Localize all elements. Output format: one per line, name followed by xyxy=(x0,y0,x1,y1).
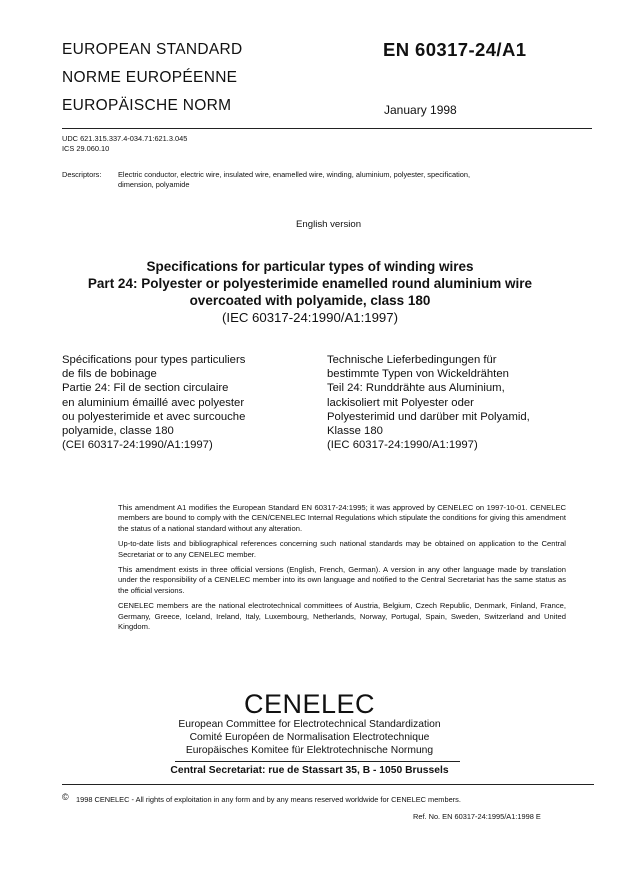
german-title-line: Klasse 180 xyxy=(327,425,383,438)
french-title-line: ou polyesterimide et avec surcouche xyxy=(62,410,246,423)
french-title-line: de fils de bobinage xyxy=(62,368,157,381)
descriptors-line-1: Electric conductor, electric wire, insulated wire, enamelled wire, winding, aluminium, polyester, specification, xyxy=(118,170,471,179)
title-line-2: Part 24: Polyester or polyesterimide enamelled round aluminium wire xyxy=(87,276,533,291)
header-title-fr: NORME EUROPÉENNE xyxy=(62,69,238,86)
descriptors-line-2: dimension, polyamide xyxy=(118,180,190,189)
organization-name-de: Europäisches Komitee für Elektrotechnische Normung xyxy=(185,745,434,756)
body-text xyxy=(118,503,566,637)
header-title-de: EUROPÄISCHE NORM xyxy=(62,97,232,114)
descriptors-label: Descriptors: xyxy=(62,170,102,179)
references-paragraph: Up-to-date lists and bibliographical references concerning such national standards may be obtained on application to the Central Secretariat or to any CENELEC member. xyxy=(118,539,566,559)
title-line-1: Specifications for particular types of winding wires xyxy=(146,259,474,274)
approval-paragraph: This amendment A1 modifies the European Standard EN 60317-24:1995; it was approved by CENELEC on 1997-10-01. CENELEC members are bound to comply with the CEN/CENELEC Internal Regulations which stipulate the conditions for giving this amendment the status of a national standard without any alteration. xyxy=(118,503,566,533)
publication-date: January 1998 xyxy=(384,103,457,117)
german-title-line: bestimmte Typen von Wickeldrähten xyxy=(327,368,509,381)
members-paragraph: CENELEC members are the national electrotechnical committees of Austria, Belgium, Czech Republic, Denmark, Finland, France, Germany, Greece, Iceland, Ireland, Italy, Luxembourg, Netherlands, Norway, Portugal, Spain, Sweden, Switzerland and United Kingdom. xyxy=(118,601,566,632)
french-title-line: en aluminium émaillé avec polyester xyxy=(62,396,245,409)
french-title xyxy=(62,353,245,452)
versions-paragraph: This amendment exists in three official versions (English, French, German). A version in any other language made by translation under the responsibility of a CENELEC member into its own language and notified to the Central Secretariat has the same status as the official versions. xyxy=(118,565,566,595)
french-title-line: (CEI 60317-24:1990/A1:1997) xyxy=(62,439,213,452)
german-title-line: lackisoliert mit Polyester oder xyxy=(327,396,474,409)
ics-code: ICS 29.060.10 xyxy=(62,144,110,153)
organization-name: CENELEC xyxy=(243,689,376,719)
title-line-4: (IEC 60317-24:1990/A1:1997) xyxy=(222,310,398,325)
organization-name-fr: Comité Européen de Normalisation Electrotechnique xyxy=(189,732,430,743)
version-label: English version xyxy=(296,219,362,230)
organization-name-en: European Committee for Electrotechnical Standardization xyxy=(178,719,441,730)
german-title-line: (IEC 60317-24:1990/A1:1997) xyxy=(327,439,478,452)
german-title xyxy=(327,353,530,452)
organization-names xyxy=(0,718,619,757)
central-secretariat: Central Secretariat: rue de Stassart 35, B - 1050 Brussels xyxy=(170,765,449,776)
german-title-line: Polyesterimid und darüber mit Polyamid, xyxy=(327,410,530,423)
footer-divider xyxy=(62,784,594,785)
header-title-en: EUROPEAN STANDARD xyxy=(62,41,243,58)
header-divider xyxy=(62,128,592,129)
document-title xyxy=(40,258,580,326)
udc-code: UDC 621.315.337.4-034.71:621.3.045 xyxy=(62,134,188,143)
secretariat-divider xyxy=(175,761,460,762)
french-title-line: polyamide, classe 180 xyxy=(62,425,174,438)
copyright-notice: 1998 CENELEC - All rights of exploitation in any form and by any means reserved worldwide for CENELEC members. xyxy=(76,795,461,804)
french-title-line: Spécifications pour types particuliers xyxy=(62,354,246,366)
copyright-icon: © xyxy=(62,792,69,802)
german-title-line: Technische Lieferbedingungen für xyxy=(327,354,497,366)
title-line-3: overcoated with polyamide, class 180 xyxy=(189,293,431,308)
french-title-line: Partie 24: Fil de section circulaire xyxy=(62,382,229,395)
standard-number: EN 60317-24/A1 xyxy=(383,39,527,60)
german-title-line: Teil 24: Runddrähte aus Aluminium, xyxy=(327,382,505,395)
reference-number: Ref. No. EN 60317-24:1995/A1:1998 E xyxy=(413,812,541,821)
